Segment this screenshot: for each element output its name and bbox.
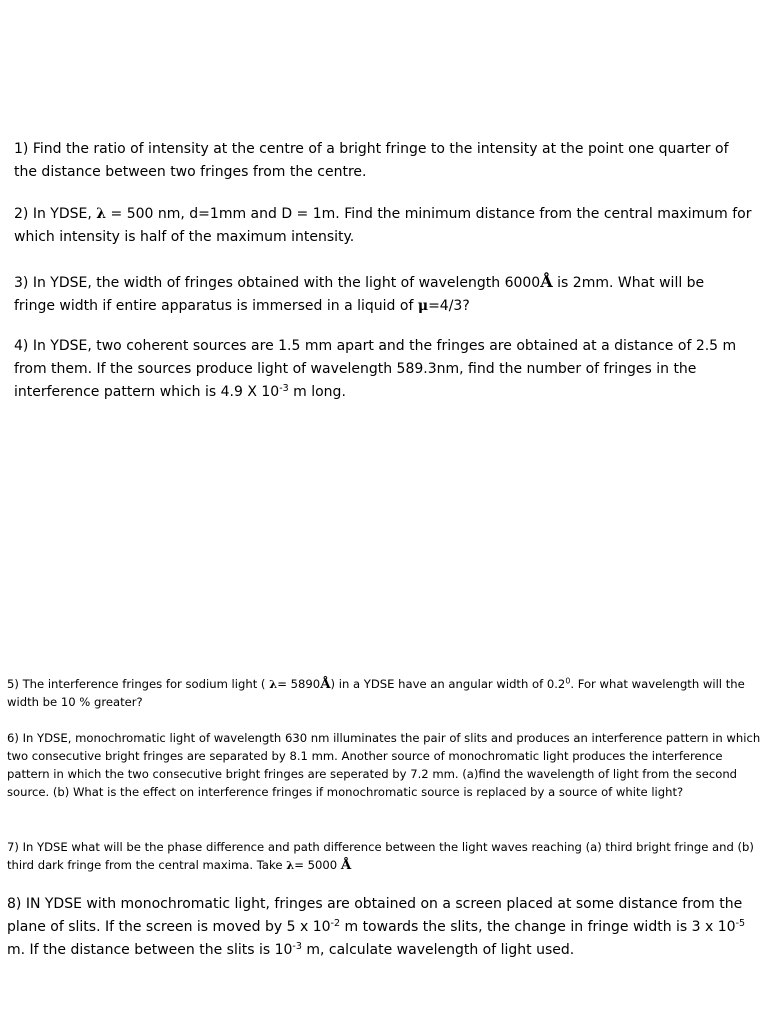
angstrom-symbol: Å — [320, 676, 331, 692]
angstrom-symbol: Å — [540, 272, 553, 291]
lambda-symbol: λ — [269, 677, 278, 691]
question-2: 2) In YDSE, λ = 500 nm, d=1mm and D = 1m. Find the minimum distance from the central maximum for which intensity is half of the maximum intensity. — [14, 206, 752, 245]
lambda-symbol: λ — [96, 206, 107, 222]
angstrom-symbol: Å — [340, 857, 352, 873]
degree-superscript: 0 — [565, 676, 571, 686]
question-7: 7) In YDSE what will be the phase difference and path difference between the light waves reaching (a) third bright fringe and (b) third dark fringe from the central maxima. Take λ= 5000 Å — [7, 840, 754, 873]
question-1 — [14, 138, 754, 184]
question-4: 4) In YDSE, two coherent sources are 1.5 mm apart and the fringes are obtained at a distance of 2.5 m from them. If the sources produce light of wavelength 589.3nm, find the number of fringes in the interference pattern which is 4.9 X $10^{-3}$ m long. — [14, 338, 737, 400]
question-8: 8) IN YDSE with monochromatic light, fringes are obtained on a screen placed at some distance from the plane of slits. If the screen is moved by 5 x $10^{-2}$ m towards the slits, the change in fringe width is 3 x $10^{-5}$ m. If the distance between the slits is $10^{-3}$ m, calculate wavelength of light used. — [7, 896, 746, 958]
question-6-text: 6) In YDSE, monochromatic light of wavelength 630 nm illuminates the pair of slits and produces an interference pattern in which two consecutive bright fringes are separated by 8.1 mm. Another source of monochromatic light produces the interference pattern in which the two consecutive bright fringes are seperated by 7.2 mm. (a)find the wavelength of light from the second source. (b) What is the effect on interference fringes if monochromatic source is replaced by a source of white light? — [7, 731, 761, 799]
question-1-text: 1) Find the ratio of intensity at the centre of a bright fringe to the intensity at the point one quarter of the distance between two fringes from the centre. — [14, 141, 729, 180]
mu-symbol: μ — [417, 298, 429, 314]
question-6 — [7, 729, 764, 801]
exponent: -3 — [292, 940, 302, 952]
lambda-symbol: λ — [286, 858, 295, 872]
question-5: 5) The interference fringes for sodium light ( λ= 5890Å) in a YDSE have an angular width of $0.2^0$. For what wavelength will the width be 10 % greater? — [7, 676, 745, 709]
question-3: 3) In YDSE, the width of fringes obtained with the light of wavelength 6000Å is 2mm. What will be fringe width if entire apparatus is immersed in a liquid of μ=4/3? — [14, 272, 705, 314]
exponent: -2 — [330, 917, 341, 929]
exponent: -5 — [735, 917, 746, 929]
exponent: -3 — [279, 382, 289, 394]
